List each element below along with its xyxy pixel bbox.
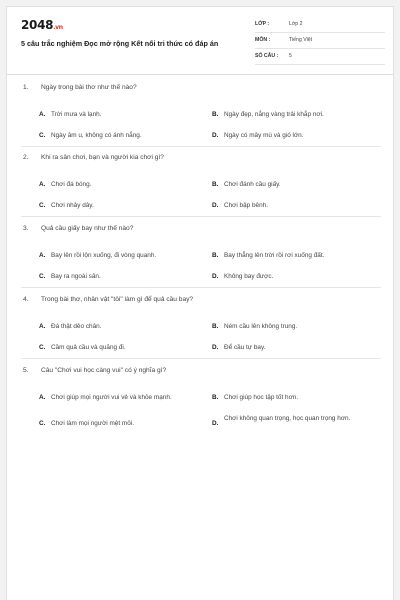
- logo-suffix: .vn: [53, 24, 63, 31]
- meta-value: Tiếng Việt: [289, 37, 313, 43]
- option-letter: C.: [39, 132, 46, 139]
- option-letter: A.: [39, 181, 46, 188]
- question-number: 2.: [23, 154, 29, 161]
- question-prompt: Ngày trong bài thơ như thế nào?: [41, 84, 137, 91]
- option-letter: A.: [39, 323, 46, 330]
- meta-label: LỚP :: [255, 21, 270, 27]
- question-number: 1.: [23, 84, 29, 91]
- meta-value: 5: [289, 53, 292, 59]
- option-text: Ngày có mây mù và gió lớn.: [224, 132, 304, 139]
- option-text: Bay ra ngoài sân.: [51, 273, 101, 280]
- option-text: Chơi bập bênh.: [224, 202, 268, 209]
- question-divider: [21, 146, 381, 147]
- question-text: [23, 296, 193, 303]
- meta-value: Lớp 2: [289, 21, 303, 27]
- question-prompt: Khi ra sân chơi, bạn và người kia chơi gì?: [41, 154, 164, 161]
- question-divider: [21, 287, 381, 288]
- worksheet-header: [7, 7, 393, 75]
- option-letter: B.: [212, 181, 219, 188]
- question-number: 4.: [23, 296, 29, 303]
- option-letter: D.: [212, 202, 219, 209]
- question-text: [23, 84, 137, 91]
- meta-row-subject: [255, 33, 385, 49]
- question-text: [23, 367, 166, 374]
- option-letter: C.: [39, 420, 46, 427]
- option-letter: A.: [39, 394, 46, 401]
- option-letter: B.: [212, 394, 219, 401]
- question-prompt: Câu "Chơi vui học càng vui" có ý nghĩa gì?: [41, 367, 167, 374]
- option-text: Ném cầu lên không trung.: [224, 323, 298, 330]
- option-letter: A.: [39, 111, 46, 118]
- logo-main: 2048: [21, 18, 54, 32]
- option-letter: C.: [39, 344, 46, 351]
- option-letter: B.: [212, 111, 219, 118]
- option-text: Bay lên rồi lộn xuống, đi vòng quanh.: [51, 252, 157, 259]
- option-text: Đá thật dẻo chân.: [51, 323, 102, 330]
- question-text: [23, 225, 133, 232]
- meta-label: SỐ CÂU :: [255, 53, 279, 59]
- option-text: Chơi không quan trọng, học quan trọng hơn.: [224, 415, 351, 422]
- option-text: Ngày đẹp, nắng vàng trải khắp nơi.: [224, 111, 324, 118]
- option-letter: D.: [212, 344, 219, 351]
- meta-row-grade: [255, 17, 385, 33]
- worksheet-title: 5 câu trắc nghiệm Đọc mở rộng Kết nối tri thức có đáp án: [21, 39, 219, 48]
- option-letter: B.: [212, 323, 219, 330]
- option-text: Chơi giúp mọi người vui vẻ và khỏe mạnh.: [51, 394, 172, 401]
- option-text: Chơi đá bóng.: [51, 181, 92, 188]
- option-letter: B.: [212, 252, 219, 259]
- question-prompt: Trong bài thơ, nhân vật "tôi" làm gì để quả cầu bay?: [41, 296, 194, 303]
- option-text: Để cầu tự bay.: [224, 344, 266, 351]
- question-number: 5.: [23, 367, 29, 374]
- question-text: [23, 154, 164, 161]
- question-divider: [21, 216, 381, 217]
- option-text: Chơi làm mọi người mệt mỏi.: [51, 420, 134, 427]
- option-text: Ngày âm u, không có ánh nắng.: [51, 132, 142, 139]
- option-text: Cầm quả cầu và quăng đi.: [51, 344, 126, 351]
- site-logo[interactable]: [21, 18, 63, 32]
- worksheet-meta: [255, 17, 385, 65]
- question-divider: [21, 358, 381, 359]
- option-text: Bay thẳng lên trời rồi rơi xuống đất.: [224, 252, 325, 259]
- worksheet-page: [6, 6, 394, 600]
- option-text: Chơi giúp học tập tốt hơn.: [224, 394, 299, 401]
- option-text: Chơi nhảy dây.: [51, 202, 94, 209]
- option-letter: A.: [39, 252, 46, 259]
- question-prompt: Quả cầu giấy bay như thế nào?: [41, 225, 134, 232]
- option-letter: C.: [39, 202, 46, 209]
- option-text: Trời mưa và lạnh.: [51, 111, 102, 118]
- question-number: 3.: [23, 225, 29, 232]
- option-text: Chơi đánh cầu giấy.: [224, 181, 281, 188]
- option-letter: D.: [212, 273, 219, 280]
- option-letter: D.: [212, 132, 219, 139]
- option-letter: C.: [39, 273, 46, 280]
- option-text: Không bay được.: [224, 273, 274, 280]
- meta-label: MÔN :: [255, 37, 271, 43]
- meta-row-count: [255, 49, 385, 65]
- option-letter: D.: [212, 420, 219, 427]
